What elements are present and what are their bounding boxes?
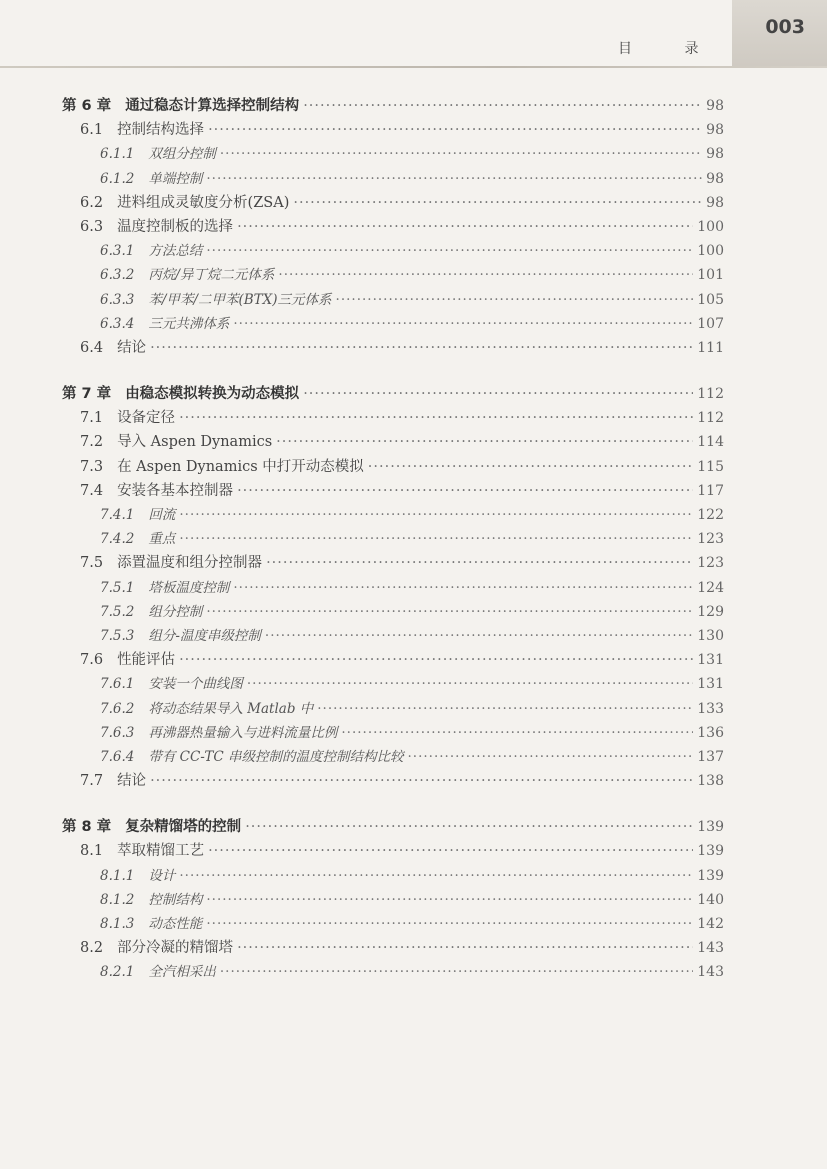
toc-entry-page: 112: [697, 386, 724, 403]
toc-entry-page: 136: [697, 724, 724, 741]
toc-subsection-entry: [0, 745, 724, 769]
toc-entry-page: 143: [697, 940, 724, 957]
toc-entry-page: 140: [697, 891, 724, 908]
toc-dot-leader: [179, 648, 693, 672]
toc-dot-leader: [206, 167, 702, 191]
toc-entry-number: 6.3: [80, 218, 104, 235]
toc-entry-number: 7.5.2: [100, 603, 135, 620]
toc-entry-page: 139: [697, 867, 724, 884]
section-title: 目 录: [618, 41, 723, 57]
toc-entry-page: 123: [697, 555, 724, 572]
toc-entry-title: 由稳态模拟转换为动态模拟: [125, 386, 300, 403]
toc-subsection-entry: [0, 142, 724, 166]
toc-entry-title: 将动态结果导入 Matlab 中: [148, 700, 314, 717]
toc-entry-number: 6.1: [80, 122, 104, 139]
toc-entry-number: 7.2: [80, 434, 104, 451]
toc-entry-page: 98: [706, 122, 724, 139]
toc-entry-number: 8.1: [80, 843, 104, 860]
toc-section-entry: [0, 455, 724, 479]
toc-entry-title: 设备定径: [117, 410, 176, 427]
toc-dot-leader: [317, 697, 693, 721]
toc-entry-page: 131: [697, 652, 724, 669]
toc-entry-number: 7.4: [80, 482, 104, 499]
toc-subsection-entry: [0, 576, 724, 600]
toc-dot-leader: [245, 815, 693, 839]
toc-subsection-entry: [0, 312, 724, 336]
toc-dot-leader: [179, 503, 693, 527]
toc-dot-leader: [208, 118, 702, 142]
toc-entry-title: 控制结构选择: [117, 122, 205, 139]
toc-entry-title: 添置温度和组分控制器: [117, 555, 263, 572]
toc-section-entry: [0, 406, 724, 430]
toc-entry-number: 8.1.3: [100, 916, 135, 932]
toc-subsection-entry: [0, 624, 724, 648]
toc-entry-title: 复杂精馏塔的控制: [125, 819, 242, 836]
toc-subsection-entry: [0, 527, 724, 551]
toc-section-entry: [0, 479, 724, 503]
toc-entry-page: 139: [697, 819, 724, 836]
toc-dot-leader: [247, 672, 693, 696]
toc-section-entry: [0, 551, 724, 575]
toc-dot-leader: [237, 479, 693, 503]
table-of-contents: [0, 94, 827, 985]
toc-section-entry: [0, 936, 724, 960]
toc-entry-title: 全汽相采出: [148, 964, 216, 981]
toc-entry-number: 6.3.3: [100, 291, 135, 308]
toc-entry-page: 98: [706, 146, 724, 163]
toc-dot-leader: [237, 215, 693, 239]
toc-entry-number: 7.3: [80, 458, 104, 475]
toc-entry-number: 6.3.2: [100, 267, 135, 284]
toc-entry-page: 101: [697, 267, 724, 284]
toc-entry-page: 131: [697, 676, 724, 693]
toc-entry-number: 7.4.2: [100, 531, 135, 548]
toc-entry-number: 7.6.1: [100, 676, 135, 693]
toc-dot-leader: [208, 839, 693, 863]
toc-dot-leader: [237, 936, 693, 960]
toc-entry-title: 再沸器热量输入与进料流量比例: [148, 724, 338, 741]
toc-subsection-entry: [0, 864, 724, 888]
toc-dot-leader: [179, 527, 693, 551]
toc-subsection-entry: [0, 721, 724, 745]
toc-subsection-entry: [0, 912, 724, 936]
toc-entry-title: 萃取精馏工艺: [117, 843, 205, 860]
toc-entry-page: 143: [697, 964, 724, 981]
toc-entry-title: 丙烷/异丁烷二元体系: [148, 267, 275, 284]
toc-entry-number: 7.4.1: [100, 507, 135, 523]
toc-section-entry: [0, 769, 724, 793]
toc-dot-leader: [265, 624, 693, 648]
toc-subsection-entry: [0, 239, 724, 263]
toc-dot-leader: [233, 576, 693, 600]
toc-entry-number: 8.1.2: [100, 891, 135, 908]
toc-entry-page: 138: [697, 773, 724, 790]
toc-entry-title: 性能评估: [117, 652, 176, 669]
toc-subsection-entry: [0, 600, 724, 624]
toc-dot-leader: [368, 455, 694, 479]
toc-section-entry: [0, 215, 724, 239]
toc-entry-number: 7.5.3: [100, 627, 135, 644]
toc-section-entry: [0, 336, 724, 360]
toc-entry-title: 安装各基本控制器: [117, 482, 234, 499]
toc-entry-page: 114: [697, 434, 724, 451]
toc-entry-title: 结论: [117, 339, 147, 356]
toc-dot-leader: [206, 600, 693, 624]
toc-dot-leader: [266, 551, 693, 575]
toc-subsection-entry: [0, 697, 724, 721]
toc-dot-leader: [293, 191, 702, 215]
toc-entry-title: 组分控制: [148, 603, 203, 620]
toc-entry-page: 123: [697, 531, 724, 548]
toc-entry-page: 100: [697, 243, 724, 260]
toc-dot-leader: [408, 745, 694, 769]
toc-entry-title: 温度控制板的选择: [117, 218, 234, 235]
toc-dot-leader: [278, 263, 693, 287]
toc-entry-page: 98: [706, 170, 724, 187]
toc-chapter-entry: [0, 94, 724, 118]
toc-chapter-entry: [0, 815, 724, 839]
toc-subsection-entry: [0, 503, 724, 527]
toc-section-entry: [0, 430, 724, 454]
toc-entry-title: 回流: [148, 507, 176, 523]
toc-entry-title: 重点: [148, 531, 176, 548]
toc-entry-title: 塔板温度控制: [148, 579, 230, 596]
toc-dot-leader: [220, 142, 702, 166]
toc-entry-title: 通过稳态计算选择控制结构: [125, 98, 300, 114]
toc-entry-page: 112: [697, 410, 724, 427]
toc-entry-number: 7.6: [80, 652, 104, 669]
toc-entry-number: 6.4: [80, 339, 104, 356]
page-number: 003: [765, 16, 805, 38]
toc-subsection-entry: [0, 960, 724, 984]
toc-section-entry: [0, 118, 724, 142]
toc-entry-title: 动态性能: [148, 916, 203, 932]
toc-entry-title: 单端控制: [148, 170, 203, 187]
toc-entry-number: 6.1.2: [100, 170, 135, 187]
toc-dot-leader: [233, 312, 693, 336]
toc-entry-page: 142: [697, 916, 724, 932]
toc-entry-title: 苯/甲苯/二甲苯(BTX)三元体系: [148, 291, 332, 308]
toc-dot-leader: [179, 864, 693, 888]
toc-dot-leader: [150, 336, 693, 360]
toc-section-entry: [0, 648, 724, 672]
toc-section-entry: [0, 191, 724, 215]
toc-entry-number: 7.6.3: [100, 724, 135, 741]
toc-entry-title: 组分-温度串级控制: [148, 627, 261, 644]
toc-dot-leader: [220, 960, 693, 984]
toc-entry-number: 7.7: [80, 773, 104, 790]
toc-entry-title: 方法总结: [148, 243, 203, 260]
toc-entry-page: 98: [706, 98, 724, 114]
toc-entry-page: 115: [697, 458, 724, 475]
toc-entry-number: 6.1.1: [100, 146, 135, 163]
toc-entry-page: 105: [697, 291, 724, 308]
toc-dot-leader: [303, 382, 693, 406]
toc-dot-leader: [206, 239, 693, 263]
toc-entry-title: 控制结构: [148, 891, 203, 908]
toc-entry-page: 124: [697, 579, 724, 596]
toc-entry-page: 137: [697, 748, 724, 765]
toc-entry-number: 7.5: [80, 555, 104, 572]
toc-entry-page: 107: [697, 315, 724, 332]
toc-entry-number: 7.5.1: [100, 579, 135, 596]
toc-entry-title: 双组分控制: [148, 146, 216, 163]
toc-dot-leader: [303, 94, 702, 118]
toc-subsection-entry: [0, 263, 724, 287]
toc-entry-page: 100: [697, 218, 724, 235]
toc-subsection-entry: [0, 167, 724, 191]
toc-entry-number: 8.2.1: [100, 964, 135, 981]
toc-entry-page: 122: [697, 507, 724, 523]
toc-entry-title: 结论: [117, 773, 147, 790]
toc-subsection-entry: [0, 888, 724, 912]
toc-entry-page: 139: [697, 843, 724, 860]
toc-entry-number: 8.2: [80, 940, 104, 957]
toc-subsection-entry: [0, 288, 724, 312]
toc-entry-number: 8.1.1: [100, 867, 135, 884]
toc-dot-leader: [206, 888, 693, 912]
toc-chapter-entry: [0, 382, 724, 406]
toc-entry-number: 7.6.4: [100, 748, 135, 765]
toc-dot-leader: [179, 406, 693, 430]
toc-dot-leader: [341, 721, 693, 745]
toc-entry-page: 133: [697, 700, 724, 717]
toc-dot-leader: [336, 288, 694, 312]
toc-entry-number: 6.3.1: [100, 243, 135, 260]
toc-entry-title: 在 Aspen Dynamics 中打开动态模拟: [117, 458, 364, 475]
header-divider: [0, 66, 827, 68]
toc-entry-number: 第 7 章: [62, 386, 112, 403]
toc-entry-page: 98: [706, 194, 724, 211]
toc-entry-page: 129: [697, 603, 724, 620]
toc-entry-title: 设计: [148, 867, 176, 884]
toc-entry-title: 安装一个曲线图: [148, 676, 243, 693]
toc-entry-title: 带有 CC-TC 串级控制的温度控制结构比较: [148, 748, 404, 765]
toc-entry-number: 6.2: [80, 194, 104, 211]
toc-entry-title: 部分冷凝的精馏塔: [117, 940, 234, 957]
toc-entry-page: 130: [697, 627, 724, 644]
toc-dot-leader: [206, 912, 693, 936]
toc-entry-page: 117: [697, 482, 724, 499]
toc-entry-title: 导入 Aspen Dynamics: [117, 434, 273, 451]
toc-section-entry: [0, 839, 724, 863]
toc-entry-title: 进料组成灵敏度分析(ZSA): [117, 194, 290, 211]
toc-entry-number: 7.1: [80, 410, 104, 427]
toc-entry-page: 111: [697, 339, 724, 356]
toc-entry-number: 第 8 章: [62, 819, 112, 836]
toc-entry-number: 7.6.2: [100, 700, 135, 717]
toc-entry-number: 6.3.4: [100, 315, 135, 332]
toc-entry-title: 三元共沸体系: [148, 315, 230, 332]
toc-dot-leader: [276, 430, 693, 454]
toc-subsection-entry: [0, 672, 724, 696]
toc-entry-number: 第 6 章: [62, 98, 112, 114]
toc-dot-leader: [150, 769, 693, 793]
